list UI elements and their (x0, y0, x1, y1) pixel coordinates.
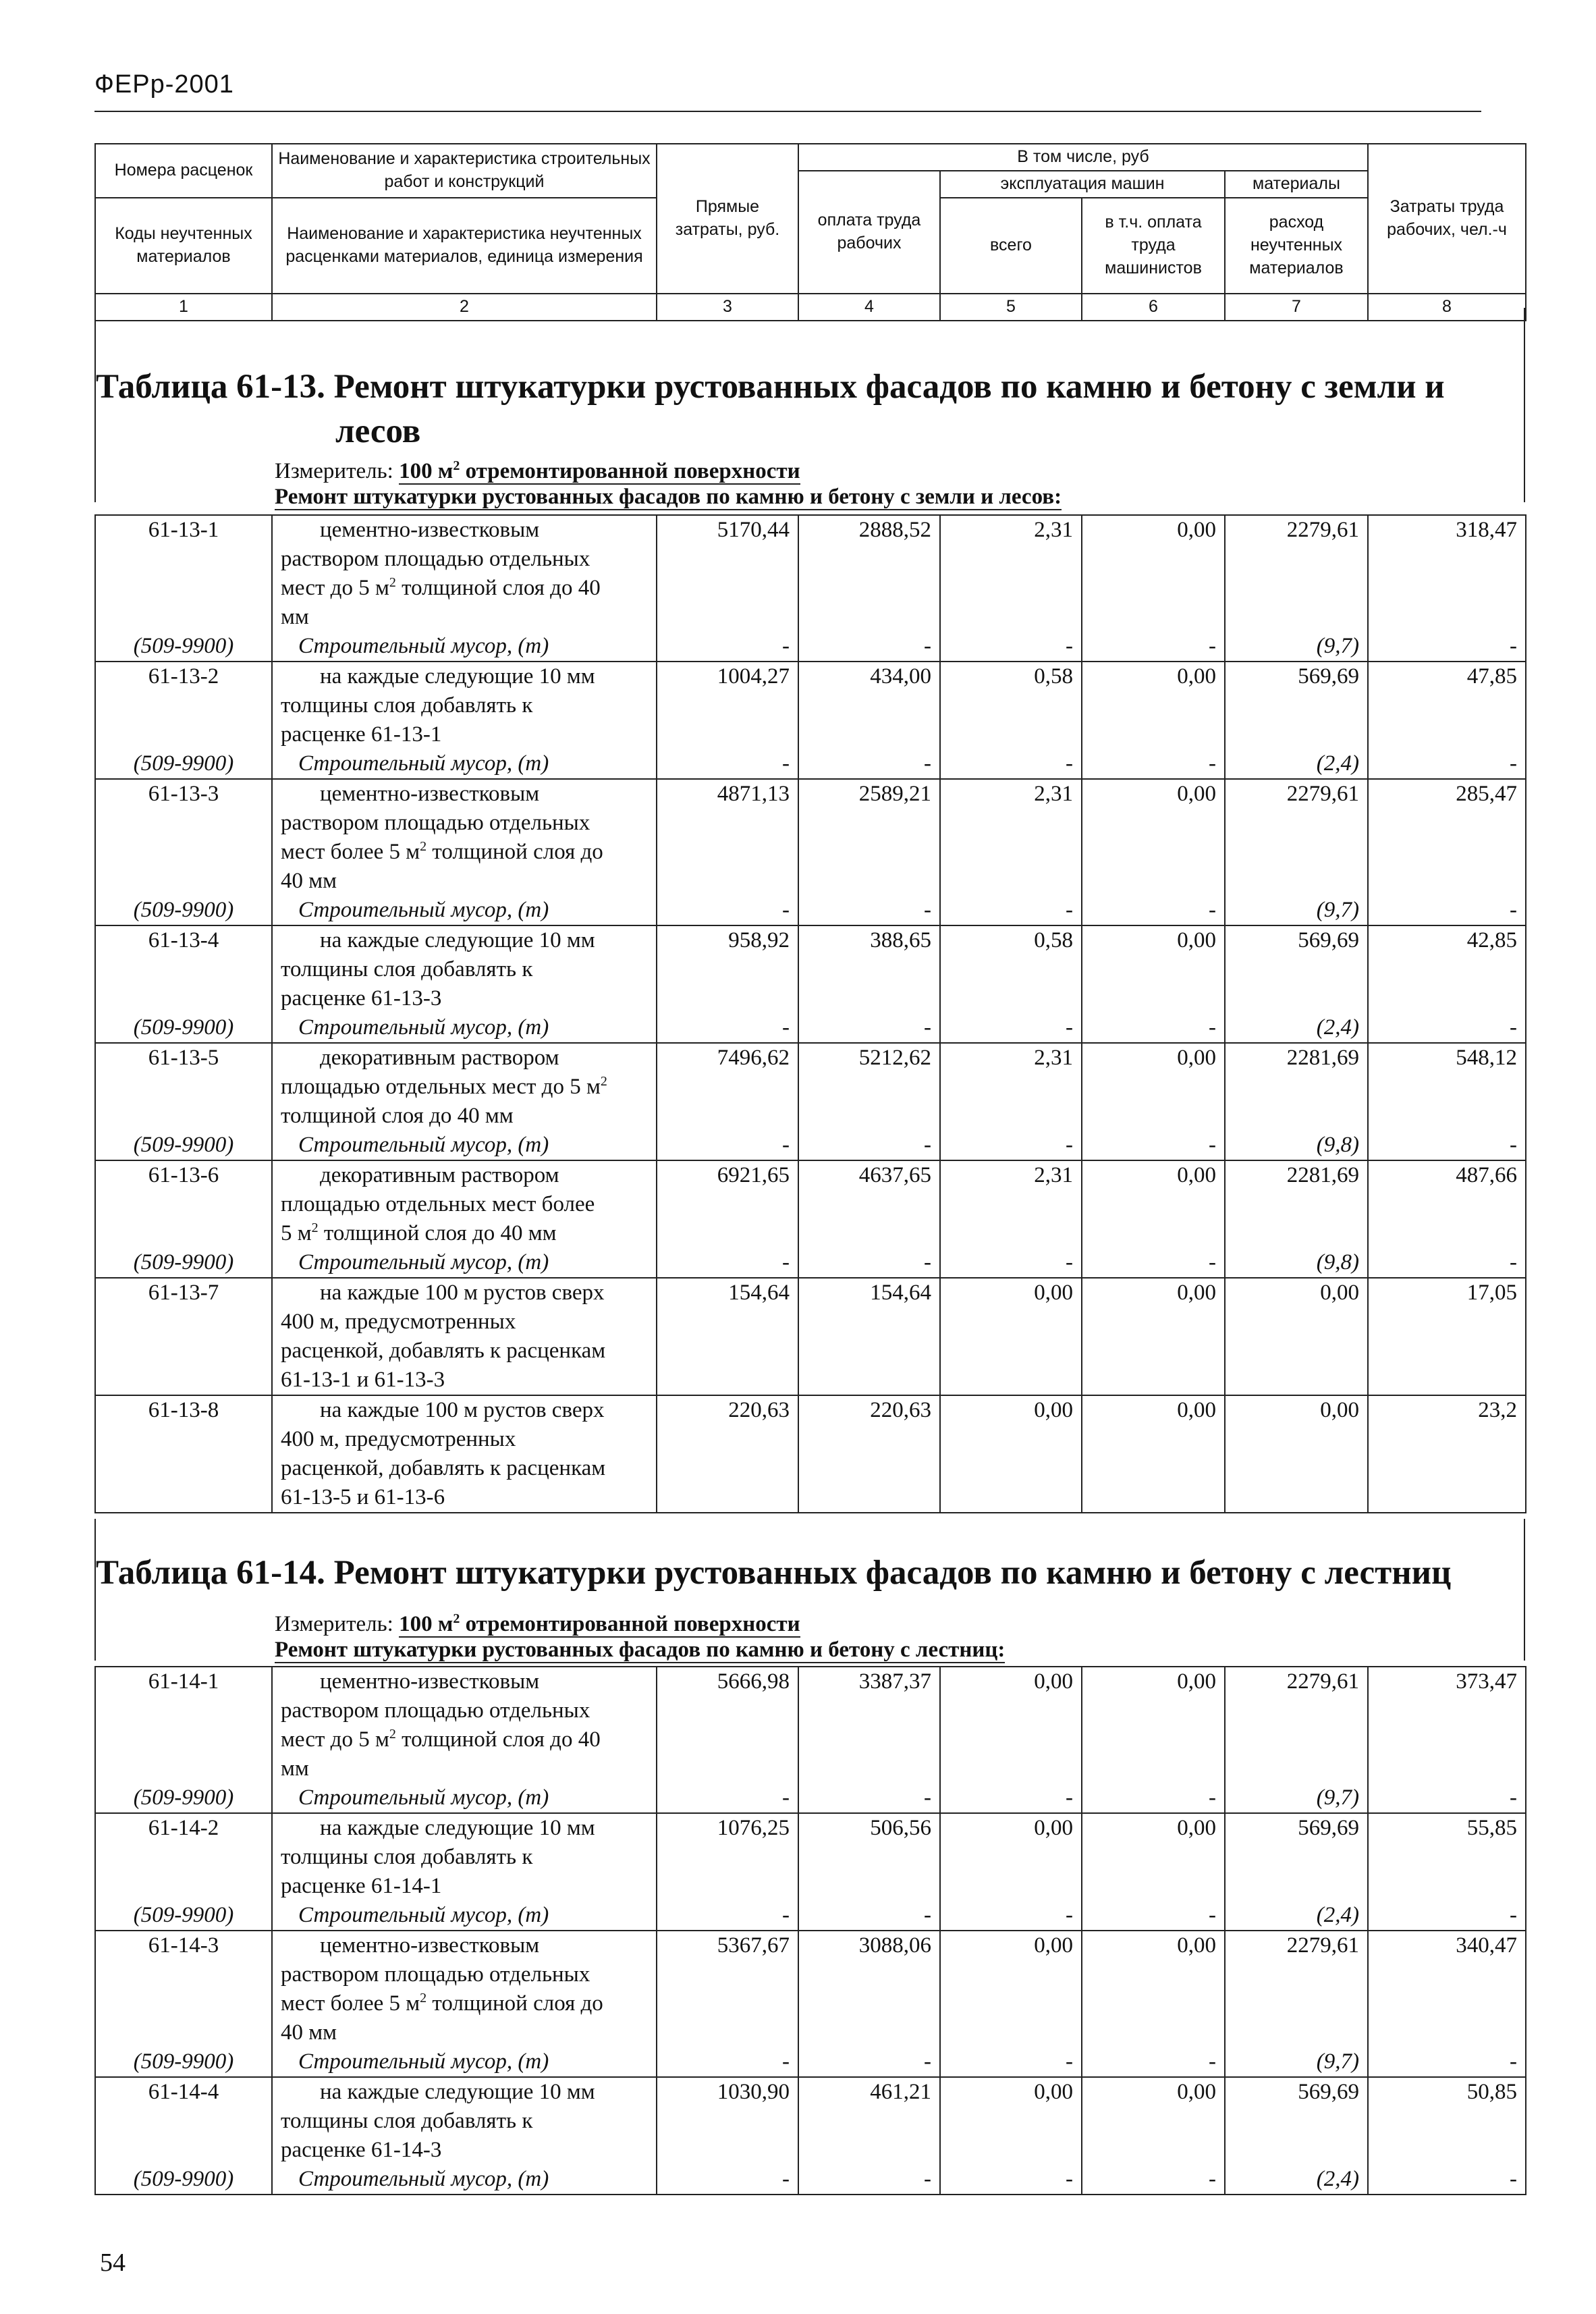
rate-code: 61-13-8 (95, 1395, 272, 1513)
materials: 569,69 (1225, 1813, 1368, 1901)
labor-hours: 23,2 (1368, 1395, 1526, 1513)
rate-code: 61-14-2 (95, 1813, 272, 1901)
table-row (95, 515, 1526, 632)
materials: 2279,61 (1225, 1667, 1368, 1783)
rate-description: декоративным раствором площадью отдельных мест до 5 $м^2$ толщиной слоя до 40 мм (272, 1043, 657, 1131)
materials: 2281,69 (1225, 1043, 1368, 1131)
materials: 569,69 (1225, 2077, 1368, 2165)
materials: 2281,69 (1225, 1160, 1368, 1248)
worker-pay: 506,56 (798, 1813, 940, 1901)
table-row (95, 1667, 1526, 1783)
machinist-pay: 0,00 (1082, 1043, 1225, 1131)
material-row: (509-9900) Строительный мусор, (т) - - - - (9,7) - (95, 2047, 1526, 2077)
direct-costs: 7496,62 (657, 1043, 798, 1131)
header-material-consumption: расход неучтенных материалов (1225, 198, 1368, 294)
table-row (95, 1278, 1526, 1395)
machines-total: 2,31 (940, 1160, 1082, 1248)
labor-hours: 42,85 (1368, 925, 1526, 1013)
rate-description: цементно-известковым раствором площадью отдельных мест до 5 $м^2$ толщиной слоя до 40 мм (272, 515, 657, 632)
machines-total: 0,00 (940, 1395, 1082, 1513)
direct-costs: 1004,27 (657, 662, 798, 749)
col-num-4: 4 (798, 294, 940, 321)
machines-total: 0,58 (940, 925, 1082, 1013)
table-row (95, 1043, 1526, 1131)
table-13-group (275, 485, 1062, 510)
direct-costs: 154,64 (657, 1278, 798, 1395)
rate-code: 61-14-4 (95, 2077, 272, 2165)
header-worker-pay: оплата труда рабочих (798, 171, 940, 294)
col-num-8: 8 (1368, 294, 1526, 321)
machines-total: 2,31 (940, 515, 1082, 632)
rate-description: декоративным раствором площадью отдельных мест более 5 $м^2$ толщиной слоя до 40 мм (272, 1160, 657, 1248)
material-row: (509-9900) Строительный мусор, (т) - - - - (2,4) - (95, 1901, 1526, 1931)
table-row (95, 1931, 1526, 2047)
table-13-measure (275, 459, 800, 484)
measure-prefix: Измеритель: (275, 1612, 400, 1636)
measure-prefix: Измеритель: (275, 459, 400, 483)
rate-code: 61-14-3 (95, 1931, 272, 2047)
table-row (95, 2077, 1526, 2165)
rate-code: 61-13-4 (95, 925, 272, 1013)
worker-pay: 4637,65 (798, 1160, 940, 1248)
worker-pay: 3387,37 (798, 1667, 940, 1783)
table-row (95, 662, 1526, 749)
table-13-group-text: Ремонт штукатурки рустованных фасадов по камню и бетону с земли и лесов: (275, 485, 1062, 509)
rate-description: на каждые следующие 10 мм толщины слоя добавлять к расценке 61-13-1 (272, 662, 657, 749)
machinist-pay: 0,00 (1082, 1813, 1225, 1901)
rate-description: на каждые следующие 10 мм толщины слоя добавлять к расценке 61-14-3 (272, 2077, 657, 2165)
machinist-pay: 0,00 (1082, 662, 1225, 749)
direct-costs: 5170,44 (657, 515, 798, 632)
machines-total: 2,31 (940, 1043, 1082, 1131)
table-row (95, 779, 1526, 896)
machinist-pay: 0,00 (1082, 2077, 1225, 2165)
machinist-pay: 0,00 (1082, 1395, 1225, 1513)
materials: 2279,61 (1225, 779, 1368, 896)
material-row: (509-9900) Строительный мусор, (т) - - - - (9,8) - (95, 1248, 1526, 1278)
rate-code: 61-14-1 (95, 1667, 272, 1783)
machines-total: 0,00 (940, 1931, 1082, 2047)
col-num-1: 1 (95, 294, 272, 321)
header-machines: эксплуатация машин (940, 171, 1225, 198)
col-num-3: 3 (657, 294, 798, 321)
direct-costs: 1030,90 (657, 2077, 798, 2165)
table-14-group (275, 1638, 1005, 1663)
col-num-7: 7 (1225, 294, 1368, 321)
machinist-pay: 0,00 (1082, 1667, 1225, 1783)
table-13-rows (94, 514, 1526, 1513)
measure-value: 100 м (399, 459, 453, 483)
labor-hours: 17,05 (1368, 1278, 1526, 1395)
table-row (95, 1813, 1526, 1901)
rate-description: цементно-известковым раствором площадью отдельных мест более 5 $м^2$ толщиной слоя до 40 мм (272, 779, 657, 896)
material-row: (509-9900) Строительный мусор, (т) - - - - (2,4) - (95, 1013, 1526, 1043)
rate-description: на каждые следующие 10 мм толщины слоя добавлять к расценке 61-13-3 (272, 925, 657, 1013)
header-rate-numbers: Номера расценок (95, 144, 272, 198)
header-machinist-pay: в т.ч. оплата труда машинистов (1082, 198, 1225, 294)
machinist-pay: 0,00 (1082, 1931, 1225, 2047)
rate-description: на каждые 100 м рустов сверх 400 м, предусмотренных расценкой, добавлять к расценкам 61-13-5 и 61-13-6 (272, 1395, 657, 1513)
measure-sup: 2 (453, 1611, 460, 1626)
table-14-title: Таблица 61-14. Ремонт штукатурки рустованных фасадов по камню и бетону с лестниц (96, 1554, 1452, 1592)
col-num-6: 6 (1082, 294, 1225, 321)
table-13-title-line1: Таблица 61-13. Ремонт штукатурки рустованных фасадов по камню и бетону с земли и (96, 368, 1445, 406)
materials: 569,69 (1225, 925, 1368, 1013)
worker-pay: 3088,06 (798, 1931, 940, 2047)
machinist-pay: 0,00 (1082, 515, 1225, 632)
worker-pay: 220,63 (798, 1395, 940, 1513)
table-14-group-text: Ремонт штукатурки рустованных фасадов по камню и бетону с лестниц: (275, 1638, 1006, 1662)
rate-description: цементно-известковым раствором площадью отдельных мест более 5 $м^2$ толщиной слоя до 40 мм (272, 1931, 657, 2047)
direct-costs: 5367,67 (657, 1931, 798, 2047)
direct-costs: 1076,25 (657, 1813, 798, 1901)
labor-hours: 55,85 (1368, 1813, 1526, 1901)
material-row: (509-9900) Строительный мусор, (т) - - - - (9,7) - (95, 632, 1526, 662)
labor-hours: 548,12 (1368, 1043, 1526, 1131)
header-labor-costs: Затраты труда рабочих, чел.-ч (1368, 144, 1526, 294)
labor-hours: 340,47 (1368, 1931, 1526, 2047)
worker-pay: 434,00 (798, 662, 940, 749)
materials: 569,69 (1225, 662, 1368, 749)
material-row: (509-9900) Строительный мусор, (т) - - - - (9,8) - (95, 1131, 1526, 1160)
machines-total: 0,00 (940, 2077, 1082, 2165)
rate-code: 61-13-5 (95, 1043, 272, 1131)
material-row: (509-9900) Строительный мусор, (т) - - - - (2,4) - (95, 749, 1526, 779)
materials: 0,00 (1225, 1395, 1368, 1513)
header-rule (94, 111, 1481, 112)
table-row (95, 925, 1526, 1013)
material-row: (509-9900) Строительный мусор, (т) - - - - (9,7) - (95, 1783, 1526, 1813)
worker-pay: 5212,62 (798, 1043, 940, 1131)
worker-pay: 2888,52 (798, 515, 940, 632)
labor-hours: 47,85 (1368, 662, 1526, 749)
page-number: 54 (100, 2249, 126, 2277)
measure-suffix: отремонтированной поверхности (460, 1612, 800, 1636)
worker-pay: 388,65 (798, 925, 940, 1013)
machinist-pay: 0,00 (1082, 779, 1225, 896)
table-row (95, 1160, 1526, 1248)
rate-code: 61-13-6 (95, 1160, 272, 1248)
direct-costs: 6921,65 (657, 1160, 798, 1248)
worker-pay: 154,64 (798, 1278, 940, 1395)
header-in-total: В том числе, руб (798, 144, 1368, 171)
table-13-title (96, 365, 1445, 454)
column-header-table (94, 143, 1526, 321)
materials: 2279,61 (1225, 1931, 1368, 2047)
col-num-5: 5 (940, 294, 1082, 321)
labor-hours: 487,66 (1368, 1160, 1526, 1248)
header-material-name: Наименование и характеристика неучтенных расценками материалов, единица измерения (272, 198, 657, 294)
material-row: (509-9900) Строительный мусор, (т) - - - - (9,7) - (95, 896, 1526, 925)
rate-code: 61-13-2 (95, 662, 272, 749)
machinist-pay: 0,00 (1082, 925, 1225, 1013)
materials: 0,00 (1225, 1278, 1368, 1395)
machines-total: 0,00 (940, 1278, 1082, 1395)
worker-pay: 461,21 (798, 2077, 940, 2165)
measure-value: 100 м (399, 1612, 453, 1636)
machines-total: 0,58 (940, 662, 1082, 749)
machines-total: 2,31 (940, 779, 1082, 896)
header-work-name: Наименование и характеристика строительных работ и конструкций (272, 144, 657, 198)
table-13-title-line2: лесов (335, 412, 421, 451)
table-14-rows (94, 1666, 1526, 2195)
materials: 2279,61 (1225, 515, 1368, 632)
machinist-pay: 0,00 (1082, 1278, 1225, 1395)
material-row: (509-9900) Строительный мусор, (т) - - - - (2,4) - (95, 2165, 1526, 2195)
header-machines-total: всего (940, 198, 1082, 294)
header-materials: материалы (1225, 171, 1368, 198)
measure-sup: 2 (453, 458, 460, 473)
table-row (95, 1395, 1526, 1513)
labor-hours: 318,47 (1368, 515, 1526, 632)
measure-suffix: отремонтированной поверхности (460, 459, 800, 483)
direct-costs: 5666,98 (657, 1667, 798, 1783)
machines-total: 0,00 (940, 1667, 1082, 1783)
direct-costs: 220,63 (657, 1395, 798, 1513)
header-material-codes: Коды неучтенных материалов (95, 198, 272, 294)
rate-code: 61-13-7 (95, 1278, 272, 1395)
rate-code: 61-13-3 (95, 779, 272, 896)
worker-pay: 2589,21 (798, 779, 940, 896)
rate-code: 61-13-1 (95, 515, 272, 632)
rate-description: цементно-известковым раствором площадью отдельных мест до 5 $м^2$ толщиной слоя до 40 мм (272, 1667, 657, 1783)
direct-costs: 958,92 (657, 925, 798, 1013)
machines-total: 0,00 (940, 1813, 1082, 1901)
labor-hours: 373,47 (1368, 1667, 1526, 1783)
labor-hours: 285,47 (1368, 779, 1526, 896)
rate-description: на каждые следующие 10 мм толщины слоя добавлять к расценке 61-14-1 (272, 1813, 657, 1901)
machinist-pay: 0,00 (1082, 1160, 1225, 1248)
direct-costs: 4871,13 (657, 779, 798, 896)
col-num-2: 2 (272, 294, 657, 321)
labor-hours: 50,85 (1368, 2077, 1526, 2165)
header-direct-costs: Прямые затраты, руб. (657, 144, 798, 294)
table-14-measure (275, 1612, 800, 1637)
rate-description: на каждые 100 м рустов сверх 400 м, предусмотренных расценкой, добавлять к расценкам 61-13-1 и 61-13-3 (272, 1278, 657, 1395)
page-header: ФЕРр-2001 (94, 70, 234, 99)
